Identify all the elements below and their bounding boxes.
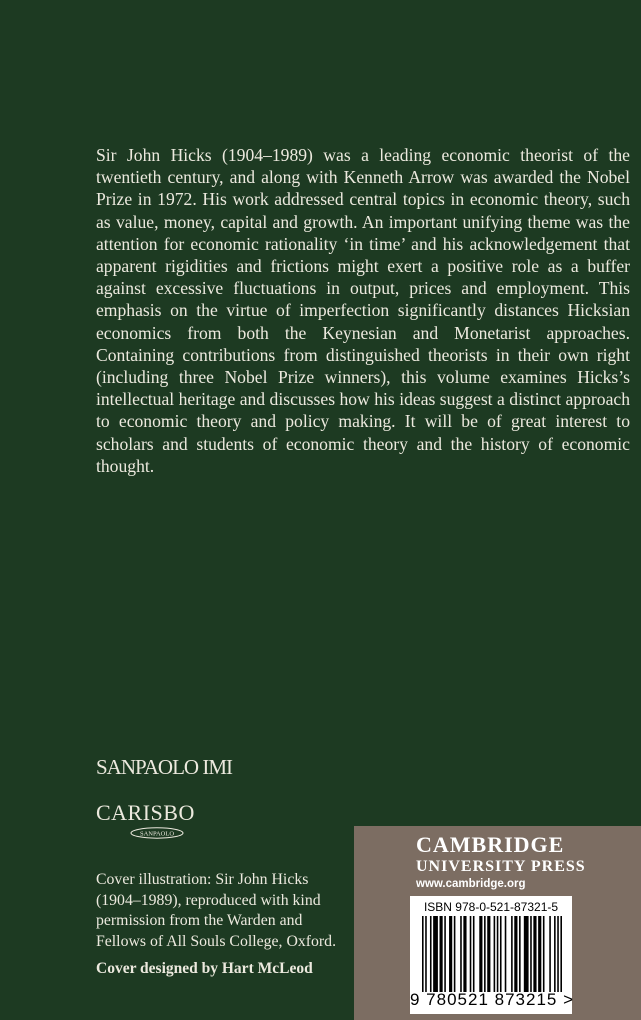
barcode-bar [425,916,427,992]
barcode-bar [422,916,424,992]
barcode-bar [519,916,521,992]
barcode-bar [479,916,482,992]
carisbo-seal-icon [130,827,184,839]
barcode-bar [554,916,556,992]
barcode-bar [505,916,507,992]
publisher-press: UNIVERSITY PRESS [416,858,586,875]
barcode-bar [497,916,499,992]
barcode-bar [543,916,545,992]
carisbo-seal-text: SANPAOLO [139,830,175,838]
barcode-digits: 9 780521 873215 > [410,990,575,1009]
publisher-panel [354,826,641,1020]
back-cover-blurb: Sir John Hicks (1904–1989) was a leading economic theorist of the twentieth century, and along with Kenneth Arrow was awarded the Nobel Prize in 1972. His work addressed central topics in economic theory, such as value, money, capital and growth. An important unifying theme was the attention for economic rationality ‘in time’ and his acknowledgement that apparent rigidities and frictions might exert a positive role as a buffer against excessive fluctuations in output, prices and employment. This emphasis on the virtue of imperfection significantly distances Hicksian economics from both the Keynesian and Monetarist approaches. Containing contributions from distinguished theorists in their own right (including three Nobel Prize winners), this volume examines Hicks’s intellectual heritage and discusses how his ideas suggest a distinct approach to economic theory and policy making. It will be of great interest to scholars and students of economic theory and the history of economic thought. [96,145,630,476]
barcode-bar [524,916,529,992]
barcode-bar [500,916,502,992]
barcode-bar [484,916,486,992]
isbn-label: ISBN 978-0-521-87321-5 [423,900,559,914]
sanpaolo-imi-logo: SANPAOLO IMI [96,755,232,779]
barcode-bar [487,916,490,992]
barcode-bar [511,916,513,992]
barcode-bar [549,916,551,992]
cover-designer-credit: Cover designed by Hart McLeod [96,960,313,977]
barcode-bar [449,916,452,992]
barcode-bar [460,916,462,992]
publisher-website: www.cambridge.org [416,878,526,890]
barcode-bar [444,916,446,992]
publisher-name: CAMBRIDGE [416,832,565,857]
barcode-bar [470,916,472,992]
barcode-bar [530,916,532,992]
barcode-bar [560,916,562,992]
barcode-bar [494,916,496,992]
cover-illustration-credit: Cover illustration: Sir John Hicks (1904–1989), reproduced with kind permission from the Warden and Fellows of All Souls College, Oxford. [96,871,337,950]
carisbo-logo: CARISBO [96,800,195,825]
barcode-bars-icon [422,916,562,992]
barcode-bar [454,916,456,992]
barcode-bar [440,916,443,992]
barcode-bar [538,916,541,992]
barcode-bar [514,916,517,992]
barcode-bar [473,916,475,992]
barcode-bar [533,916,536,992]
barcode-bar [557,916,559,992]
barcode-bar [430,916,432,992]
barcode-bar [433,916,438,992]
barcode-bar [463,916,466,992]
isbn-barcode [410,896,575,1014]
